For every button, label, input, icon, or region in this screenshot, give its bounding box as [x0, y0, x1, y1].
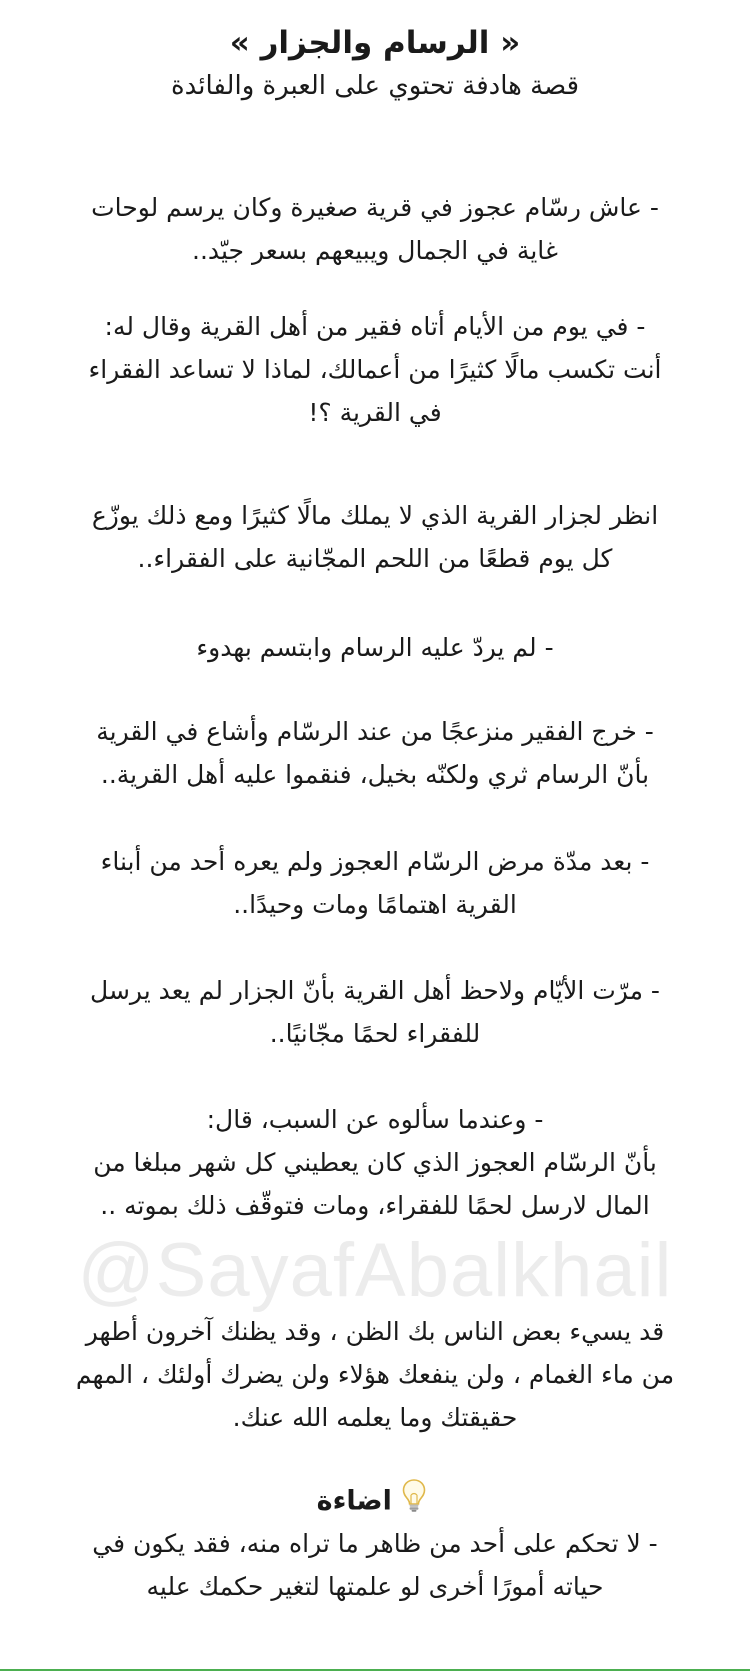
- text-line: في القرية ؟!: [308, 398, 442, 427]
- text-line: قد يسيء بعض الناس بك الظن ، وقد يظنك آخرون أطهر: [85, 1317, 665, 1346]
- text-line: أنت تكسب مالًا كثيرًا من أعمالك، لماذا لا تساعد الفقراء: [88, 355, 662, 384]
- text-line: للفقراء لحمًا مجّانيًا..: [269, 1019, 481, 1048]
- highlight-text: [30, 1522, 720, 1608]
- paragraph-3: [30, 494, 720, 580]
- text-line: غاية في الجمال ويبيعهم بسعر جيّد..: [192, 236, 558, 265]
- text-line: بأنّ الرسّام العجوز الذي كان يعطيني كل شهر مبلغا من: [93, 1148, 657, 1177]
- text-line: انظر لجزار القرية الذي لا يملك مالًا كثيرًا ومع ذلك يوزّع: [91, 501, 659, 530]
- text-line: - عاش رسّام عجوز في قرية صغيرة وكان يرسم لوحات: [91, 193, 659, 222]
- text-line: - لم يردّ عليه الرسام وابتسم بهدوء: [196, 633, 554, 662]
- text-line: - بعد مدّة مرض الرسّام العجوز ولم يعره أحد من أبناء: [100, 847, 650, 876]
- text-line: - لا تحكم على أحد من ظاهر ما تراه منه، فقد يكون في: [92, 1529, 658, 1558]
- text-line: حقيقتك وما يعلمه الله عنك.: [232, 1403, 518, 1432]
- lightbulb-icon: [401, 1478, 427, 1526]
- text-line: من ماء الغمام ، ولن ينفعك هؤلاء ولن يضرك أولئك ، المهم: [75, 1360, 675, 1389]
- text-line: - وعندما سألوه عن السبب، قال:: [206, 1105, 544, 1134]
- text-line: حياته أمورًا أخرى لو علمتها لتغير حكمك عليه: [146, 1572, 604, 1601]
- highlight-heading-row: [0, 1478, 750, 1526]
- page-title: « الرسام والجزار »: [229, 25, 521, 61]
- highlight-heading: اضاءة: [316, 1485, 392, 1517]
- text-line: المال لارسل لحمًا للفقراء، ومات فتوقّف ذلك بموته ..: [100, 1191, 650, 1220]
- page-subtitle: قصة هادفة تحتوي على العبرة والفائدة: [170, 71, 580, 101]
- text-line: - في يوم من الأيام أتاه فقير من أهل القرية وقال له:: [104, 312, 646, 341]
- paragraph-5: [30, 710, 720, 796]
- text-line: كل يوم قطعًا من اللحم المجّانية على الفقراء..: [137, 544, 613, 573]
- paragraph-8: [30, 1098, 720, 1227]
- watermark: @SayafAbalkhail: [77, 1228, 673, 1313]
- text-line: - مرّت الأيّام ولاحظ أهل القرية بأنّ الجزار لم يعد يرسل: [90, 976, 660, 1005]
- text-line: القرية اهتمامًا ومات وحيدًا..: [233, 890, 517, 919]
- text-line: - خرج الفقير منزعجًا من عند الرسّام وأشاع في القرية: [96, 717, 654, 746]
- paragraph-9: [30, 1310, 720, 1439]
- paragraph-7: [30, 969, 720, 1055]
- paragraph-6: [30, 840, 720, 926]
- paragraph-2: [30, 305, 720, 434]
- paragraph-1: [30, 186, 720, 272]
- text-line: بأنّ الرسام ثري ولكنّه بخيل، فنقموا عليه أهل القرية..: [100, 760, 650, 789]
- paragraph-4: [30, 626, 720, 669]
